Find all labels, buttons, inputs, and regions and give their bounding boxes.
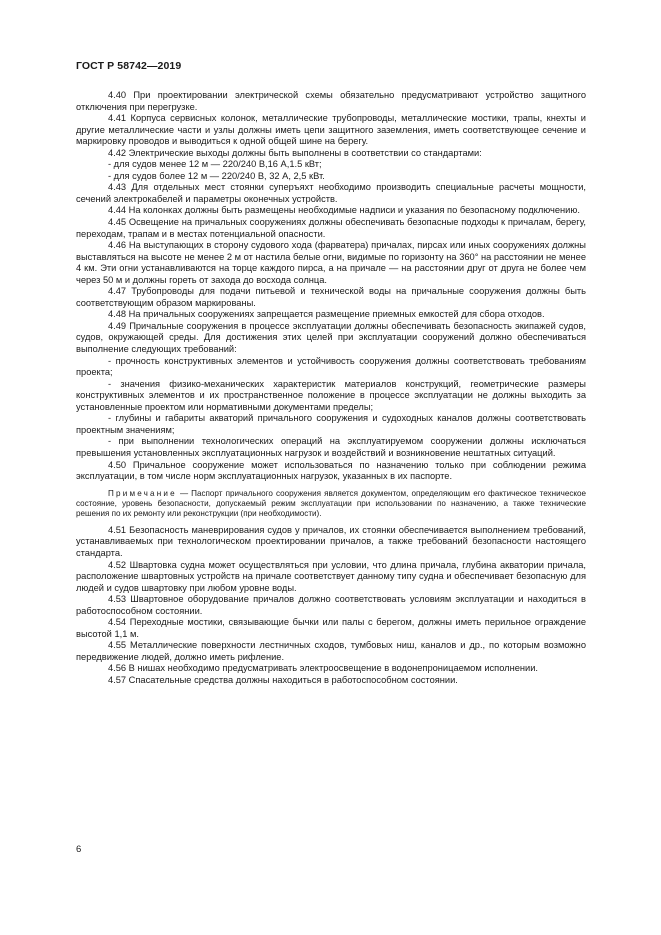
- paragraph-4-51: 4.51 Безопасность маневрирования судов у причалов, их стоянки обеспечивается выполнением требований, устанавливаемых при технологическом проектировании причалов, а также требований безопасности настоящего стандарта.: [76, 524, 586, 558]
- paragraph-4-45: 4.45 Освещение на причальных сооружениях должны обеспечивать безопасные подходы к причалам, берегу, переходам, трапам и в местах потенциальной опасности.: [76, 217, 586, 239]
- paragraph-4-46: 4.46 На выступающих в сторону судового хода (фарватера) причалах, пирсах или иных сооружениях должны выставляться на высоте не менее 2 м от настила белые огни, видимые по горизонту на 360° на расстоянии не менее 4 км. Эти огни устанавливаются на торце каждого пирса, а на причале — на расстоянии друг от друга не более чем через 50 м и должны гореть от захода до восхода солнца.: [76, 240, 586, 285]
- page-number: 6: [76, 844, 82, 855]
- paragraph-4-55: 4.55 Металлические поверхности лестничных сходов, тумбовых ниш, каналов и др., по которым возможно передвижение людей, должно иметь рифление.: [76, 640, 586, 662]
- paragraph-4-43: 4.43 Для отдельных мест стоянки суперъяхт необходимо производить специальные расчеты мощности, сечений электрокабелей и параметры оконечных устройств.: [76, 182, 586, 204]
- paragraph-4-49: 4.49 Причальные сооружения в процессе эксплуатации должны обеспечивать безопасность экипажей судов, судов, окружающей среды. Для достижения этих целей при эксплуатации сооружений должно обеспечиваться выполнение следующих требований:: [76, 320, 586, 355]
- paragraph-4-42: 4.42 Электрические выходы должны быть выполнены в соответствии со стандартами:: [108, 147, 482, 158]
- list-item: - значения физико-механических характеристик материалов конструкций, геометрические размеры конструктивных элементов и их пространственное положение в процессе эксплуатации не должны выходить за установленные проектом или нормативными документами пределы;: [76, 378, 586, 412]
- paragraph-4-40: 4.40 При проектировании электрической схемы обязательно предусматривают устройство защитного отключения при перегрузке.: [76, 90, 586, 112]
- list-item: - при выполнении технологических операций на эксплуатируемом сооружении должны исключаться превышения установленных эксплуатационных нагрузок и воздействий и возникновение нештатных ситуаций.: [76, 436, 586, 458]
- note-text: — Паспорт причального сооружения является документом, определяющим его фактическое техническое состояние, уровень безопасности, допускаемый режим эксплуатации при использовании по назначению, а также технические решения по их ремонту или реконструкции (при необходимости).: [76, 488, 586, 518]
- standard-header: ГОСТ Р 58742—2019: [76, 60, 182, 72]
- paragraph-4-52: 4.52 Швартовка судна может осуществляться при условии, что длина причала, глубина акватории причала, расположение швартовных устройств на причале соответствует данному типу судна и обеспечивает безопасную для людей и судов швартовку при любом уровне воды.: [76, 559, 586, 593]
- document-body: [76, 90, 586, 687]
- note: [76, 489, 586, 519]
- paragraph-4-50: 4.50 Причальное сооружение может использоваться по назначению только при соблюдении режима эксплуатации, в том числе норм эксплуатационных нагрузок, указанных в их паспорте.: [76, 459, 586, 482]
- note-label: Примечание: [108, 488, 177, 498]
- paragraph-4-57: 4.57 Спасательные средства должны находиться в работоспособном состоянии.: [108, 674, 458, 685]
- list-item: - для судов более 12 м — 220/240 В, 32 А, 2,5 кВт.: [108, 170, 325, 181]
- list-item: - глубины и габариты акваторий причального сооружения и судоходных каналов должны соответствовать проектным значениям;: [76, 413, 586, 435]
- paragraph-4-41: 4.41 Корпуса сервисных колонок, металлические трубопроводы, металлические мостики, трапы, кнехты и другие металлические части и узлы должны иметь цепи защитного заземления, иметь соответствующее сечение и маркировку проводов и выводиться к одной общей шине на берегу.: [76, 113, 586, 147]
- paragraph-4-48: 4.48 На причальных сооружениях запрещается размещение приемных емкостей для сбора отходов.: [108, 309, 545, 320]
- paragraph-4-56: 4.56 В нишах необходимо предусматривать электроосвещение в водонепроницаемом исполнении.: [108, 663, 538, 674]
- paragraph-4-53: 4.53 Швартовное оборудование причалов должно соответствовать условиям эксплуатации и находиться в работоспособном состоянии.: [76, 594, 586, 616]
- paragraph-4-54: 4.54 Переходные мостики, связывающие бычки или палы с берегом, должны иметь перильное ограждение высотой 1,1 м.: [76, 617, 586, 639]
- paragraph-4-44: 4.44 На колонках должны быть размещены необходимые надписи и указания по безопасному подключению.: [108, 205, 580, 216]
- list-item: - прочность конструктивных элементов и устойчивость сооружения должны соответствовать требованиям проекта;: [76, 355, 586, 378]
- list-item: - для судов менее 12 м — 220/240 В,16 А,1.5 кВт;: [108, 159, 322, 170]
- paragraph-4-47: 4.47 Трубопроводы для подачи питьевой и технической воды на причальные сооружения должны быть соответствующим образом маркированы.: [76, 286, 586, 308]
